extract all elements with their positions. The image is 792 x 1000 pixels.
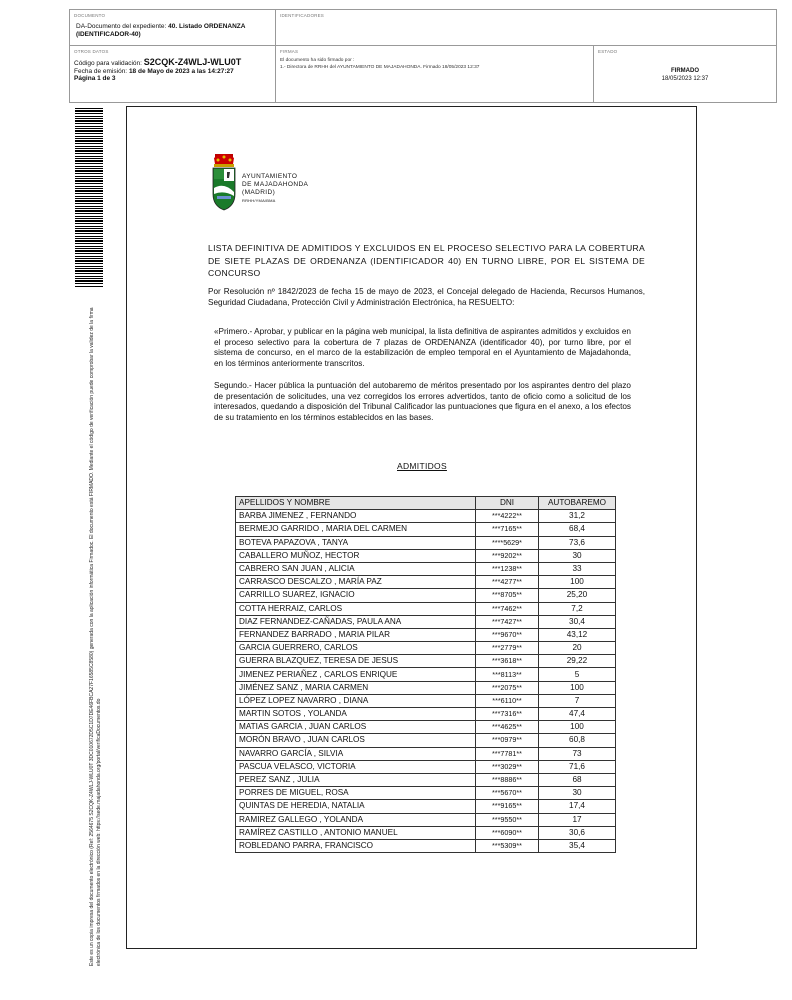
cell-autobaremo: 68 (539, 773, 616, 786)
cell-name: PEREZ SANZ , JULIA (236, 773, 476, 786)
cell-name: MARTIN SOTOS , YOLANDA (236, 708, 476, 721)
estado-value: FIRMADO (671, 68, 699, 74)
table-row (236, 773, 616, 786)
document-header (69, 9, 777, 103)
table-row (236, 681, 616, 694)
cell-dni: ***2779** (476, 642, 539, 655)
table-row (236, 576, 616, 589)
table-row (236, 839, 616, 852)
cell-autobaremo: 33 (539, 562, 616, 575)
fecha-emision: Fecha de emisión: 18 de Mayo de 2023 a las 14:27:27 (74, 67, 234, 75)
cell-dni: ***7427** (476, 615, 539, 628)
table-row (236, 642, 616, 655)
cell-name: JIMÉNEZ SANZ , MARIA CARMEN (236, 681, 476, 694)
cell-autobaremo: 100 (539, 721, 616, 734)
coat-of-arms-logo (208, 152, 240, 214)
table-row (236, 655, 616, 668)
table-row (236, 813, 616, 826)
cell-name: BERMEJO GARRIDO , MARIA DEL CARMEN (236, 523, 476, 536)
otros-datos-label: OTROS DATOS (74, 49, 109, 54)
table-row (236, 694, 616, 707)
cell-name: RAMÍREZ CASTILLO , ANTONIO MANUEL (236, 826, 476, 839)
primero-paragraph: «Primero.- Aprobar, y publicar en la página web municipal, la lista definitiva de aspirantes admitidos y excluidos en el proceso selectivo para la cobertura de 7 plazas de ORDENANZA (identificador 40), por turno libre, por el sistema de concurso, en el marco de la estabilización de empleo temporal en el Ayuntamiento de Majadahonda, en los términos anteriormente transcritos. (214, 327, 631, 368)
documento-value: DA-Documento del expediente: 40. Listado ORDENANZA (IDENTIFICADOR-40) (76, 23, 246, 38)
cell-name: QUINTAS DE HEREDIA, NATALIA (236, 800, 476, 813)
table-row (236, 589, 616, 602)
cell-name: BARBA JIMENEZ , FERNANDO (236, 510, 476, 523)
cell-dni: ***9202** (476, 549, 539, 562)
table-row (236, 668, 616, 681)
cell-name: FERNANDEZ BARRADO , MARIA PILAR (236, 628, 476, 641)
cell-dni: ***4222** (476, 510, 539, 523)
documento-label: DOCUMENTO (74, 13, 106, 18)
col-header-dni: DNI (476, 497, 539, 510)
cell-name: CABALLERO MUÑOZ, HECTOR (236, 549, 476, 562)
cell-autobaremo: 60,8 (539, 734, 616, 747)
firmas-label: FIRMAS (280, 49, 299, 54)
cell-dni: ***6110** (476, 694, 539, 707)
cell-autobaremo: 43,12 (539, 628, 616, 641)
table-row (236, 826, 616, 839)
cell-name: CARRILLO SUAREZ, IGNACIO (236, 589, 476, 602)
firmas-cell: FIRMAS El documento ha sido firmado por : 1.- Directora de RRHH del AYUNTAMIENTO DE MAJADAHONDA. Firmado 18/05/2023 12:37 (276, 46, 594, 102)
cell-autobaremo: 29,22 (539, 655, 616, 668)
table-row (236, 562, 616, 575)
cell-dni: ***8113** (476, 668, 539, 681)
table-row (236, 760, 616, 773)
cell-autobaremo: 47,4 (539, 708, 616, 721)
cell-dni: ***1238** (476, 562, 539, 575)
otros-datos-cell (70, 46, 276, 102)
barcode (75, 108, 103, 288)
documento-cell (70, 10, 276, 46)
cell-name: MORÓN BRAVO , JUAN CARLOS (236, 734, 476, 747)
cell-autobaremo: 35,4 (539, 839, 616, 852)
cell-dni: ***9670** (476, 628, 539, 641)
cell-name: JIMENEZ PERIAÑEZ , CARLOS ENRIQUE (236, 668, 476, 681)
table-row (236, 602, 616, 615)
cell-autobaremo: 71,6 (539, 760, 616, 773)
cell-dni: ***8886** (476, 773, 539, 786)
table-row (236, 721, 616, 734)
codigo-validacion: Código para validación: S2CQK-Z4WLJ-WLU0T (74, 57, 242, 67)
estado-label: ESTADO (598, 49, 618, 54)
pagina-indicator: Página 1 de 3 (74, 75, 116, 82)
cell-dni: ***7316** (476, 708, 539, 721)
cell-dni: ***9165** (476, 800, 539, 813)
cell-autobaremo: 100 (539, 576, 616, 589)
cell-autobaremo: 17 (539, 813, 616, 826)
table-row (236, 615, 616, 628)
table-row (236, 708, 616, 721)
cell-dni: ***8705** (476, 589, 539, 602)
table-row (236, 510, 616, 523)
cell-name: BOTEVA PAPAZOVA , TANYA (236, 536, 476, 549)
cell-dni: ***3618** (476, 655, 539, 668)
cell-name: LÓPEZ LOPEZ NAVARRO , DIANA (236, 694, 476, 707)
org-ref: RRHH/YMA/BMA (242, 198, 276, 203)
col-header-name: APELLIDOS Y NOMBRE (236, 497, 476, 510)
cell-dni: ***3029** (476, 760, 539, 773)
resolution-paragraph: Por Resolución nº 1842/2023 de fecha 15 de mayo de 2023, el Concejal delegado de Hacienda, Recursos Humanos, Seguridad Ciudadana, Protección Civil y Administración Electrónica, ha RESUELTO: (208, 287, 645, 307)
cell-autobaremo: 7,2 (539, 602, 616, 615)
cell-name: MATIAS GARCIA , JUAN CARLOS (236, 721, 476, 734)
cell-dni: ***7781** (476, 747, 539, 760)
estado-date: 18/05/2023 12:37 (661, 76, 709, 82)
cell-autobaremo: 30 (539, 549, 616, 562)
document-title: LISTA DEFINITIVA DE ADMITIDOS Y EXCLUIDOS EN EL PROCESO SELECTIVO PARA LA COBERTURA DE SIETE PLAZAS DE ORDENANZA (IDENTIFICADOR 40) EN TURNO LIBRE, POR EL SISTEMA DE CONCURSO (208, 243, 645, 278)
cell-dni: ***5670** (476, 787, 539, 800)
identificadores-cell (276, 10, 776, 46)
cell-dni: ****5629* (476, 536, 539, 549)
cell-dni: ***7165** (476, 523, 539, 536)
cell-name: PASCUA VELASCO, VICTORIA (236, 760, 476, 773)
cell-autobaremo: 31,2 (539, 510, 616, 523)
cell-autobaremo: 100 (539, 681, 616, 694)
cell-autobaremo: 17,4 (539, 800, 616, 813)
table-row (236, 628, 616, 641)
verification-side-text: Este es un copia impresa del documento electrónico (Ref: 2564675 S2CQK-Z4WLJ-WLU0T 3DC010672D5C1D7DE46FBCA27F16585C8580) generada con la aplicación informática Firmadoc. El documento está FIRMADO. Mediante el código de verificación puede comprobar la validez de la firma electrónica de los documentos firmados en la dirección web: https://sede.majadahonda.org/portal/verificaDocumentos.do (89, 307, 102, 966)
table-row (236, 536, 616, 549)
cell-autobaremo: 30 (539, 787, 616, 800)
cell-dni: ***2075** (476, 681, 539, 694)
admitidos-table (235, 496, 616, 853)
cell-dni: ***4625** (476, 721, 539, 734)
cell-autobaremo: 73 (539, 747, 616, 760)
cell-dni: ***9550** (476, 813, 539, 826)
cell-dni: ***7462** (476, 602, 539, 615)
documento-bold: 40. Listado ORDENANZA (IDENTIFICADOR-40) (76, 23, 246, 38)
cell-name: GARCIA GUERRERO, CARLOS (236, 642, 476, 655)
segundo-paragraph: Segundo.- Hacer pública la puntuación del autobaremo de méritos presentado por los aspirantes dentro del plazo de presentación de solicitudes, una vez corregidos los errores advertidos, tanto de oficio como a solicitud de los interesados, quedando a disposición del Tribunal Calificador las puntuaciones que figura en el anexo, a los efectos de su tratamiento en los términos establecidos en las bases. (214, 381, 631, 422)
cell-autobaremo: 30,6 (539, 826, 616, 839)
col-header-autobaremo: AUTOBAREMO (539, 497, 616, 510)
table-row (236, 800, 616, 813)
cell-autobaremo: 25,20 (539, 589, 616, 602)
cell-name: PORRES DE MIGUEL, ROSA (236, 787, 476, 800)
cell-autobaremo: 73,6 (539, 536, 616, 549)
cell-autobaremo: 30,4 (539, 615, 616, 628)
cell-dni: ***5309** (476, 839, 539, 852)
cell-autobaremo: 5 (539, 668, 616, 681)
cell-name: CABRERO SAN JUAN , ALICIA (236, 562, 476, 575)
table-row (236, 747, 616, 760)
cell-name: COTTA HERRAIZ, CARLOS (236, 602, 476, 615)
cell-name: NAVARRO GARCÍA , SILVIA (236, 747, 476, 760)
table-row (236, 549, 616, 562)
table-row (236, 734, 616, 747)
table-row (236, 787, 616, 800)
table-header-row (236, 497, 616, 510)
cell-name: ROBLEDANO PARRA, FRANCISCO (236, 839, 476, 852)
cell-name: RAMIREZ GALLEGO , YOLANDA (236, 813, 476, 826)
codigo-value[interactable]: S2CQK-Z4WLJ-WLU0T (143, 57, 242, 67)
cell-name: CARRASCO DESCALZO , MARÍA PAZ (236, 576, 476, 589)
cell-dni: ***0979** (476, 734, 539, 747)
cell-dni: ***4277** (476, 576, 539, 589)
estado-cell (594, 46, 776, 102)
cell-name: GUERRA BLAZQUEZ, TERESA DE JESUS (236, 655, 476, 668)
cell-autobaremo: 20 (539, 642, 616, 655)
organization-name: AYUNTAMIENTO DE MAJADAHONDA (MADRID) RRHH/YMA/BMA (242, 173, 309, 203)
cell-autobaremo: 68,4 (539, 523, 616, 536)
admitidos-heading: ADMITIDOS (397, 461, 447, 471)
table-row (236, 523, 616, 536)
firma-line: 1.- Directora de RRHH del AYUNTAMIENTO DE MAJADAHONDA. Firmado 18/05/2023 12:37 (280, 64, 480, 70)
cell-autobaremo: 7 (539, 694, 616, 707)
cell-name: DIAZ FERNANDEZ-CAÑADAS, PAULA ANA (236, 615, 476, 628)
cell-dni: ***6090** (476, 826, 539, 839)
identificadores-label: IDENTIFICADORES (280, 13, 325, 18)
